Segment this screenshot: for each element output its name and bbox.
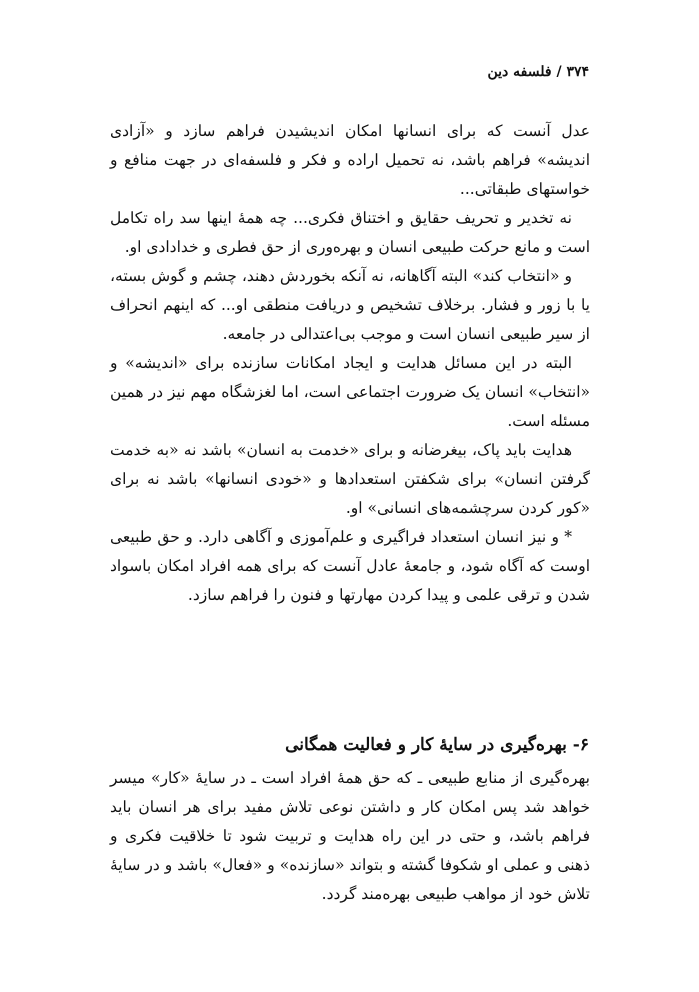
paragraph-2: نه تخدیر و تحریف حقایق و اختناق فکری... چه همهٔ اینها سد راه تکامل است و مانع حرکت طبیعی انسان و بهره‌وری از حق فطری و خدادادی او.	[110, 209, 590, 256]
section-paragraph: بهره‌گیری از منابع طبیعی ـ که حق همهٔ افراد است ـ در سایهٔ «کار» میسر خواهد شد پس امکان کار و داشتن نوعی تلاش مفید برای هر انسان باید فراهم باشد، و حتی در این راه هدایت و تربیت شود تا خلاقیت فکری و ذهنی و عملی او شکوفا گشته و بتواند «سازنده» و «فعال» باشد و در سایهٔ تلاش خود از مواهب طبیعی بهره‌مند گردد.	[110, 769, 590, 903]
paragraph-1: عدل آنست که برای انسانها امکان اندیشیدن فراهم سازد و «آزادی اندیشه» فراهم باشد، نه تحمیل اراده و فکر و فلسفه‌ای در جهت منافع و خواستهای طبقاتی...	[110, 122, 590, 198]
running-header: ۳۷۴ / فلسفه دین	[487, 64, 589, 80]
paragraph-6: * و نیز انسان استعداد فراگیری و علم‌آموزی و آگاهی دارد. و حق طبیعی اوست که آگاه شود، و جامعهٔ عادل آنست که برای همه افراد امکان باسواد شدن و ترقی علمی و پیدا کردن مهارتها و فنون را فراهم سازد.	[110, 528, 590, 604]
section-heading: ۶- بهره‌گیری در سایهٔ کار و فعالیت همگانی	[285, 735, 589, 755]
paragraph-5: هدایت باید پاک، بیغرضانه و برای «خدمت به انسان» باشد نه «به خدمت گرفتن انسان» برای شکفتن استعدادها و «خودی انسانها» باشد نه برای «کور کردن سرچشمه‌های انسانی» او.	[110, 441, 590, 517]
paragraph-3: و «انتخاب کند» البته آگاهانه، نه آنکه بخوردش دهند، چشم و گوش بسته، یا با زور و فشار. برخلاف تشخیص و دریافت منطقی او... که اینهم انحراف از سیر طبیعی انسان است و موجب بی‌اعتدالی در جامعه.	[110, 267, 590, 343]
paragraph-4: البته در این مسائل هدایت و ایجاد امکانات سازنده برای «اندیشه» و «انتخاب» انسان یک ضرورت اجتماعی است، اما لغزشگاه مهم نیز در همین مسئله است.	[110, 354, 590, 430]
section-text	[110, 764, 590, 909]
body-text	[110, 117, 590, 610]
